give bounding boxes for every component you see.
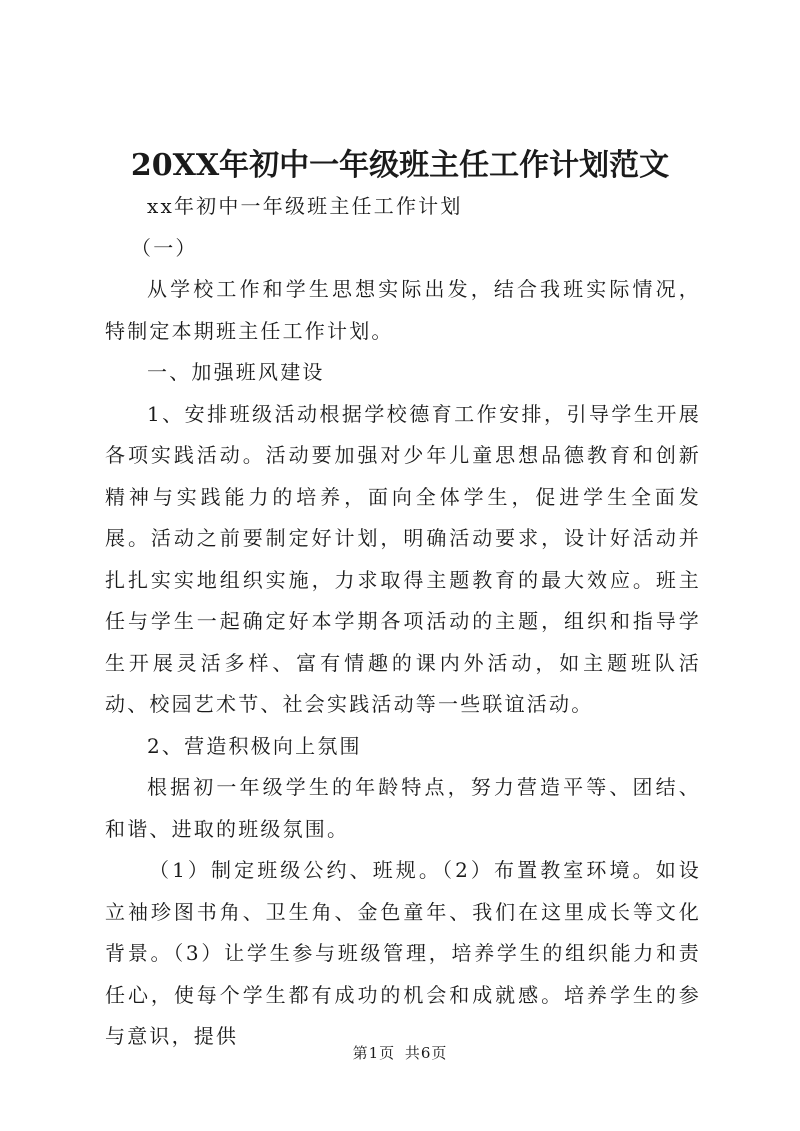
section-marker: （一） <box>131 235 198 260</box>
page-footer <box>0 1042 800 1063</box>
subtitle-paragraph: xx年初中一年级班主任工作计划 <box>147 194 463 218</box>
body-paragraph: （1）制定班级公约、班规。（2）布置教室环境。如设立袖珍图书角、卫生角、金色童年、我们在这里成长等文化背景。（3）让学生参与班级管理，培养学生的组织能力和责任心，使每个学生都有成功的机会和成就感。培养学生的参与意识，提供 <box>105 858 701 1048</box>
intro-paragraph: 从学校工作和学生思想实际出发，结合我班实际情况，特制定本期班主任工作计划。 <box>105 277 701 343</box>
document-title: 20XX年初中一年级班主任工作计划范文 <box>130 148 670 183</box>
page-total: 共6页 <box>404 1044 448 1062</box>
page-number: 第1页 <box>352 1044 396 1062</box>
body-paragraph: 根据初一年级学生的年龄特点，努力营造平等、团结、和谐、进取的班级氛围。 <box>105 775 701 841</box>
body-paragraph: 1、安排班级活动根据学校德育工作安排，引导学生开展各项实践活动。活动要加强对少年儿童思想品德教育和创新精神与实践能力的培养，面向全体学生，促进学生全面发展。活动之前要制定好计划，明确活动要求，设计好活动并扎扎实实地组织实施，力求取得主题教育的最大效应。班主任与学生一起确定好本学期各项活动的主题，组织和指导学生开展灵活多样、富有情趣的课内外活动，如主题班队活动、校园艺术节、社会实践活动等一些联谊活动。 <box>105 401 701 716</box>
heading-paragraph: 一、加强班风建设 <box>147 360 325 384</box>
document-body <box>105 186 701 1058</box>
heading-paragraph: 2、营造积极向上氛围 <box>147 733 362 758</box>
